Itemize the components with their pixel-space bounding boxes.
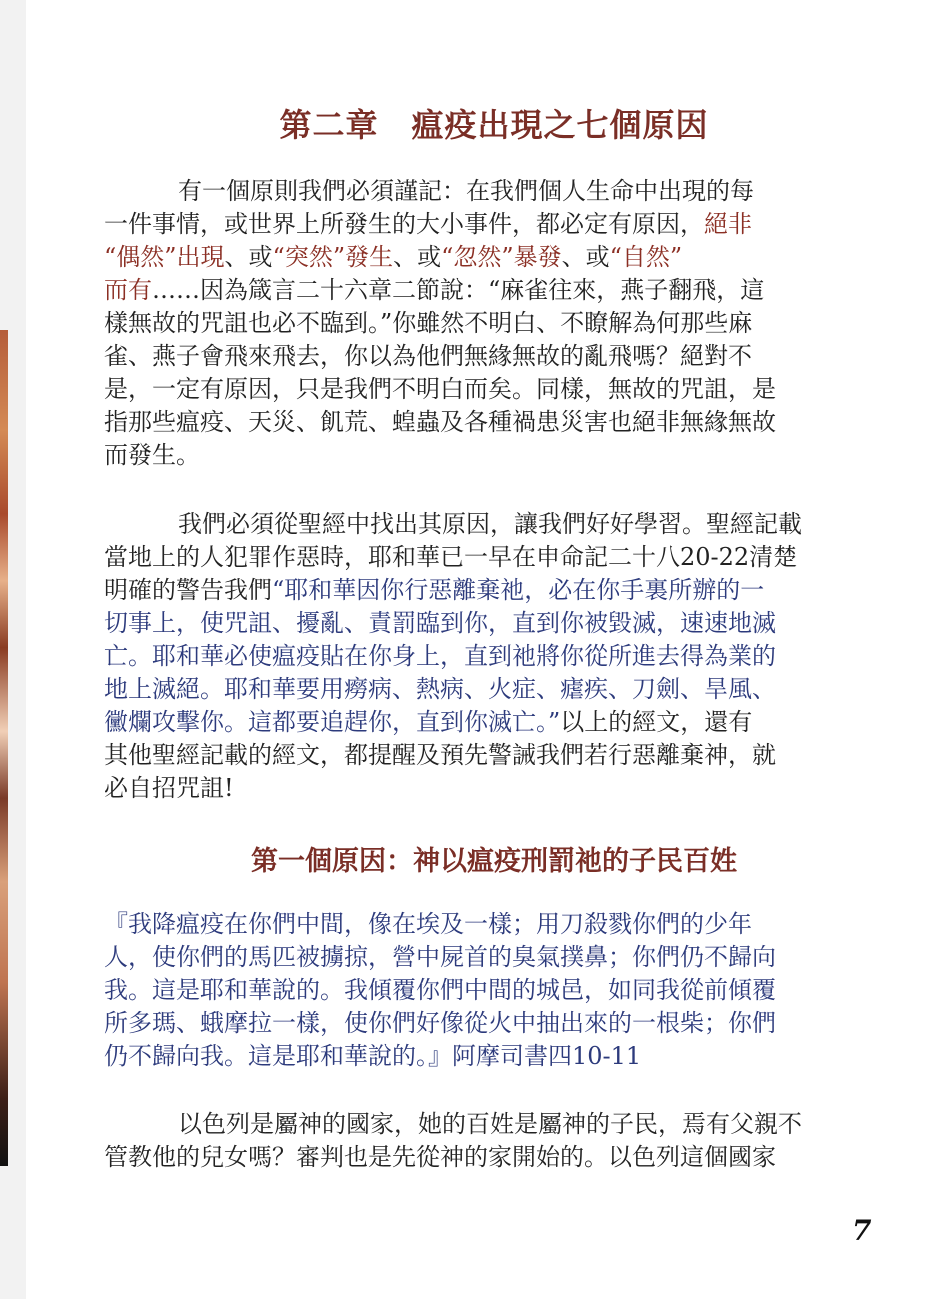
scripture-line: 仍不歸向我。這是耶和華說的。』阿摩司書四10-11	[104, 1042, 642, 1070]
text-run: 、或	[393, 243, 442, 271]
paragraph-3	[104, 1108, 884, 1174]
adjacent-page-photo-edge	[0, 330, 8, 1166]
text-run: 、或	[561, 243, 610, 271]
emphasis-text: “偶然”出現	[104, 243, 225, 271]
paragraph-2	[104, 508, 884, 805]
text-run: ……因為箴言二十六章二節說：“麻雀往來，燕子翻飛，這	[152, 276, 765, 304]
paragraph-line: 指那些瘟疫、天災、飢荒、蝗蟲及各種禍患災害也絕非無緣無故	[104, 408, 776, 436]
paragraph-line	[104, 574, 884, 607]
scripture-line: 所多瑪、蛾摩拉一樣，使你們好像從火中抽出來的一根柴；你們	[104, 1009, 776, 1037]
scripture-line: 人，使你們的馬匹被擄掠，營中屍首的臭氣撲鼻；你們仍不歸向	[104, 943, 776, 971]
paragraph-line: 而發生。	[104, 441, 200, 469]
emphasis-text: 絕非	[704, 210, 752, 238]
paragraph-line: 以色列是屬神的國家，她的百姓是屬神的子民，焉有父親不	[178, 1110, 802, 1138]
emphasis-text: “忽然”暴發	[441, 243, 562, 271]
section-title: 第一個原因：神以瘟疫刑罰祂的子民百姓	[251, 846, 737, 877]
emphasis-text: 而有	[104, 276, 152, 304]
paragraph-line: 我們必須從聖經中找出其原因，讓我們好好學習。聖經記載	[178, 510, 802, 538]
paragraph-1	[104, 175, 884, 472]
scripture-line: 亡。耶和華必使瘟疫貼在你身上，直到祂將你從所進去得為業的	[104, 642, 776, 670]
paragraph-line	[104, 208, 884, 241]
book-page	[26, 0, 933, 1299]
paragraph-line	[104, 274, 884, 307]
paragraph-line	[104, 706, 884, 739]
text-run: 明確的警告我們	[104, 576, 272, 604]
emphasis-text: “突然”發生	[272, 243, 394, 271]
page-number: 7	[852, 1214, 872, 1247]
scripture-line: 我。這是耶和華說的。我傾覆你們中間的城邑，如同我從前傾覆	[104, 976, 776, 1004]
scripture-line: 地上滅絕。耶和華要用癆病、熱病、火症、瘧疾、刀劍、旱風、	[104, 675, 776, 703]
paragraph-line: 樣無故的咒詛也必不臨到。”你雖然不明白、不瞭解為何那些麻	[104, 309, 753, 337]
paragraph-line: 雀、燕子會飛來飛去，你以為他們無緣無故的亂飛嗎？絕對不	[104, 342, 752, 370]
emphasis-text: “自然”	[609, 243, 683, 271]
text-run: 、或	[224, 243, 273, 271]
chapter-title: 第二章 瘟疫出現之七個原因	[279, 106, 709, 144]
paragraph-line: 必自招咒詛!	[104, 774, 234, 802]
scripture-text: 黴爛攻擊你。這都要追趕你，直到你滅亡。”	[104, 708, 561, 736]
paragraph-line: 管教他的兒女嗎？審判也是先從神的家開始的。以色列這個國家	[104, 1143, 776, 1171]
text-run: 一件事情，或世界上所發生的大小事件，都必定有原因，	[104, 210, 704, 238]
scripture-text: “耶和華因你行惡離棄祂，必在你手裏所辦的一	[272, 576, 765, 604]
paragraph-line	[104, 241, 884, 274]
paragraph-line: 其他聖經記載的經文，都提醒及預先警誡我們若行惡離棄神，就	[104, 741, 776, 769]
text-run: 以上的經文，還有	[560, 708, 753, 736]
paragraph-line: 當地上的人犯罪作惡時，耶和華已一早在申命記二十八20-22清楚	[104, 543, 798, 571]
paragraph-line: 是，一定有原因，只是我們不明白而矣。同樣，無故的咒詛，是	[104, 375, 776, 403]
scripture-line: 切事上，使咒詛、擾亂、責罰臨到你，直到你被毀滅，速速地滅	[104, 609, 776, 637]
scripture-quote	[104, 908, 884, 1073]
scripture-line: 『我降瘟疫在你們中間，像在埃及一樣；用刀殺戮你們的少年	[104, 910, 752, 938]
paragraph-line: 有一個原則我們必須謹記：在我們個人生命中出現的每	[178, 177, 754, 205]
